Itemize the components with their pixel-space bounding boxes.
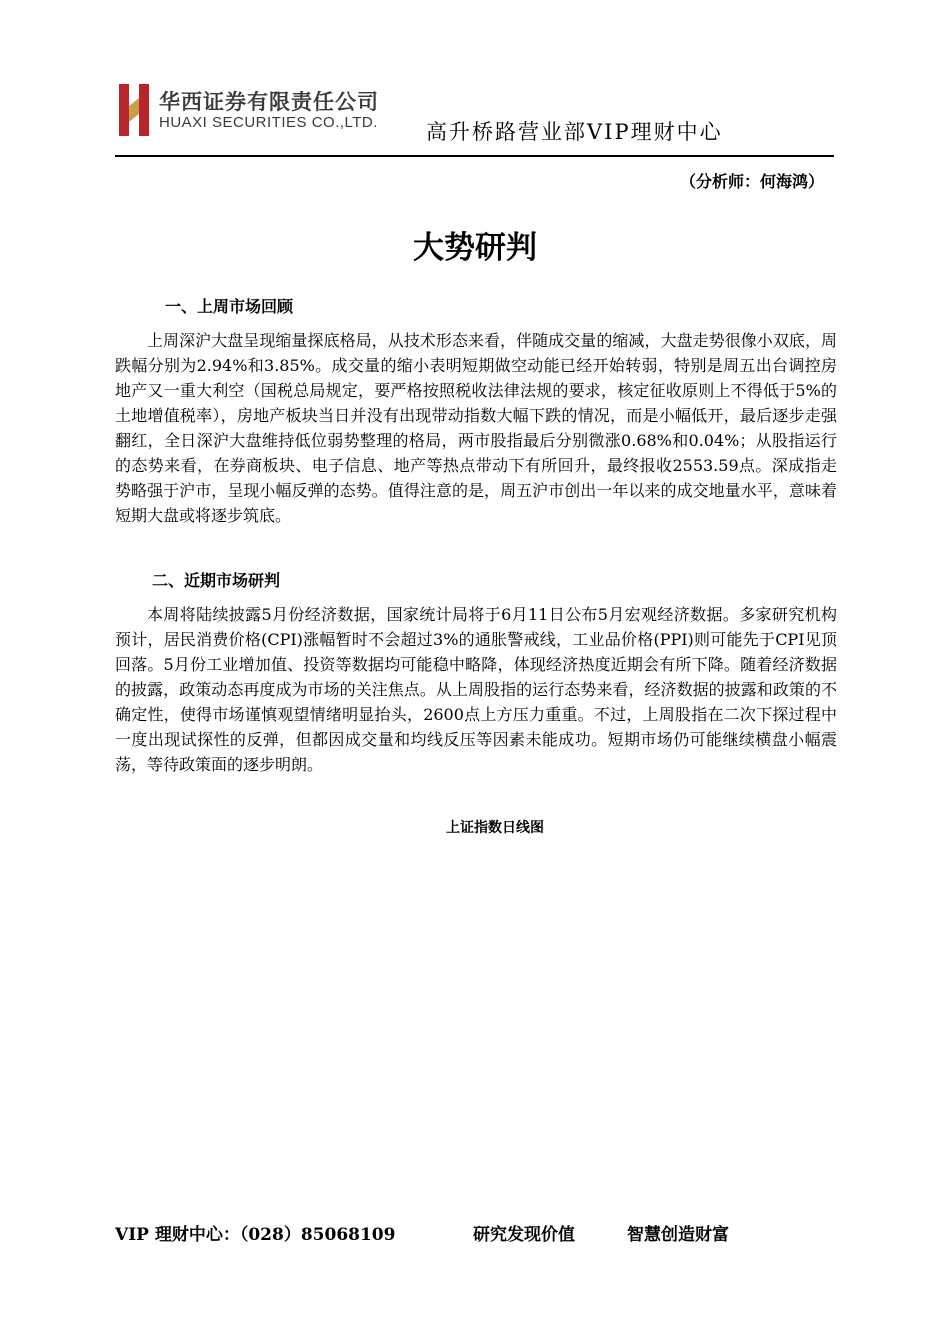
company-logo xyxy=(117,84,379,138)
branch-name: 高升桥路营业部VIP理财中心 xyxy=(426,120,723,144)
footer-slogan-research: 研究发现价值 xyxy=(473,1225,575,1245)
page-title: 大势研判 xyxy=(413,230,537,266)
section-heading-outlook: 二、近期市场研判 xyxy=(152,571,281,590)
footer-contact: VIP 理财中心：（028）85068109 xyxy=(115,1225,396,1245)
analyst-line: （分析师：何海鸿） xyxy=(679,172,824,191)
section-heading-review: 一、上周市场回顾 xyxy=(165,297,294,316)
company-name-cn: 华西证券有限责任公司 xyxy=(159,90,379,114)
company-name-en: HUAXI SECURITIES CO.,LTD. xyxy=(159,114,378,131)
section-body-outlook: 本周将陆续披露5月份经济数据，国家统计局将于6月11日公布5月宏观经济数据。多家研究机构预计，居民消费价格(CPI)涨幅暂时不会超过3%的通胀警戒线，工业品价格(PPI)则可能先于CPI见顶回落。5月份工业增加值、投资等数据均可能稳中略降，体现经济热度近期会有所下降。随着经济数据的披露，政策动态再度成为市场的关注焦点。从上周股指的运行态势来看，经济数据的披露和政策的不确定性，使得市场谨慎观望情绪明显抬头，2600点上方压力重重。不过，上周股指在二次下探过程中一度出现试探性的反弹，但都因成交量和均线反压等因素未能成功。短期市场仍可能继续横盘小幅震荡，等待政策面的逐步明朗。 xyxy=(115,605,837,774)
header-divider xyxy=(115,155,834,157)
footer-slogan-wisdom: 智慧创造财富 xyxy=(627,1225,729,1245)
chart-caption: 上证指数日线图 xyxy=(446,820,544,836)
section-body-review: 上周深沪大盘呈现缩量探底格局，从技术形态来看，伴随成交量的缩减，大盘走势很像小双底，周跌幅分别为2.94%和3.85%。成交量的缩小表明短期做空动能已经开始转弱，特别是周五出台调控房地产又一重大利空（国税总局规定，要严格按照税收法律法规的要求，核定征收原则上不得低于5%的土地增值税率），房地产板块当日并没有出现带动指数大幅下跌的情况，而是小幅低开，最后逐步走强翻红，全日深沪大盘维持低位弱势整理的格局，两市股指最后分别微涨0.68%和0.04%；从股指运行的态势来看，在券商板块、电子信息、地产等热点带动下有所回升，最终报收2553.59点。深成指走势略强于沪市，呈现小幅反弹的态势。值得注意的是，周五沪市创出一年以来的成交地量水平，意味着短期大盘或将逐步筑底。 xyxy=(115,331,837,525)
huaxi-logo-icon xyxy=(117,84,151,136)
